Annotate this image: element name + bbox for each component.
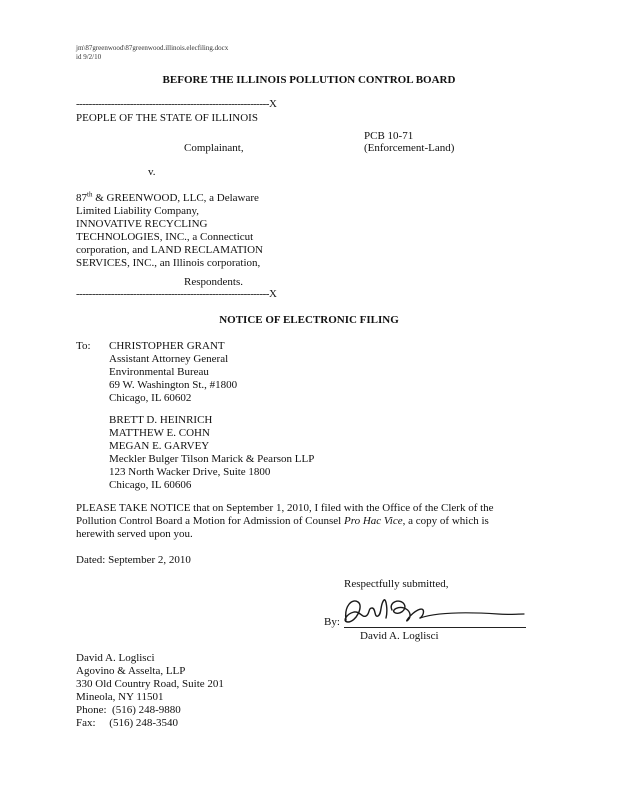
case-number: PCB 10-71 bbox=[364, 130, 414, 142]
defendant-line: corporation, and LAND RECLAMATION bbox=[76, 243, 263, 256]
handwritten-signature bbox=[338, 592, 530, 630]
recipient-line: CHRISTOPHER GRANT bbox=[109, 340, 225, 352]
recipient-line: Meckler Bulger Tilson Marick & Pearson LLP bbox=[109, 453, 315, 465]
caption-rule-bottom: -------------------------------------------------------------X bbox=[76, 288, 277, 300]
body-line-2: Pollution Control Board a Motion for Admission of Counsel Pro Hac Vice, a copy of which is bbox=[76, 515, 489, 527]
recipient-block-2 bbox=[109, 414, 314, 492]
signer-name: David A. Loglisci bbox=[360, 630, 439, 642]
signature-line bbox=[344, 627, 526, 628]
file-date: id 9/2/10 bbox=[76, 53, 102, 61]
to-label: To: bbox=[76, 340, 91, 352]
caption-rule-top: -------------------------------------------------------------X bbox=[76, 98, 277, 110]
by-label: By: bbox=[324, 616, 340, 628]
court-title: BEFORE THE ILLINOIS POLLUTION CONTROL BOARD bbox=[162, 74, 456, 86]
defendant-role: Respondents. bbox=[184, 276, 243, 288]
recipient-line: Assistant Attorney General bbox=[109, 353, 229, 365]
defendant-line: 87th & GREENWOOD, LLC, a Delaware bbox=[76, 190, 259, 204]
plaintiff-role: Complainant, bbox=[184, 142, 244, 154]
attorney-line: 330 Old Country Road, Suite 201 bbox=[76, 678, 224, 690]
recipient-block-1 bbox=[109, 340, 237, 405]
attorney-line: Mineola, NY 11501 bbox=[76, 691, 164, 703]
recipient-line: MATTHEW E. COHN bbox=[109, 427, 210, 439]
attorney-block bbox=[76, 652, 224, 730]
recipient-line: Environmental Bureau bbox=[109, 366, 209, 378]
notice-title: NOTICE OF ELECTRONIC FILING bbox=[219, 314, 399, 326]
notice-body bbox=[76, 502, 494, 541]
closing: Respectfully submitted, bbox=[344, 578, 449, 590]
attorney-line: Phone: (516) 248-9880 bbox=[76, 704, 181, 716]
body-line-3: herewith served upon you. bbox=[76, 528, 193, 540]
file-reference: jm\87greenwood\87greenwood.illinois.elecfiling.docx bbox=[76, 44, 229, 52]
plaintiff-name: PEOPLE OF THE STATE OF ILLINOIS bbox=[76, 112, 258, 124]
defendant-line: INNOVATIVE RECYCLING bbox=[76, 217, 208, 230]
dated-line: Dated: September 2, 2010 bbox=[76, 554, 191, 566]
defendant-line: SERVICES, INC., an Illinois corporation, bbox=[76, 256, 261, 269]
defendants-block bbox=[76, 188, 263, 270]
defendant-line: TECHNOLOGIES, INC., a Connecticut bbox=[76, 230, 254, 243]
pro-hac-vice: Pro Hac Vice bbox=[343, 515, 403, 527]
body-line-1: PLEASE TAKE NOTICE that on September 1, 2010, I filed with the Office of the Clerk of the bbox=[76, 502, 494, 514]
attorney-line: Agovino & Asselta, LLP bbox=[76, 665, 186, 677]
attorney-line: David A. Loglisci bbox=[76, 652, 155, 664]
versus: v. bbox=[148, 166, 156, 178]
recipient-line: 69 W. Washington St., #1800 bbox=[109, 379, 238, 391]
recipient-line: 123 North Wacker Drive, Suite 1800 bbox=[109, 466, 271, 478]
recipient-line: Chicago, IL 60606 bbox=[109, 479, 192, 491]
recipient-line: BRETT D. HEINRICH bbox=[109, 414, 213, 426]
attorney-line: Fax: (516) 248-3540 bbox=[76, 717, 179, 729]
recipient-line: MEGAN E. GARVEY bbox=[109, 440, 210, 452]
defendant-line: Limited Liability Company, bbox=[76, 204, 200, 217]
case-type: (Enforcement-Land) bbox=[364, 142, 455, 154]
recipient-line: Chicago, IL 60602 bbox=[109, 392, 192, 404]
